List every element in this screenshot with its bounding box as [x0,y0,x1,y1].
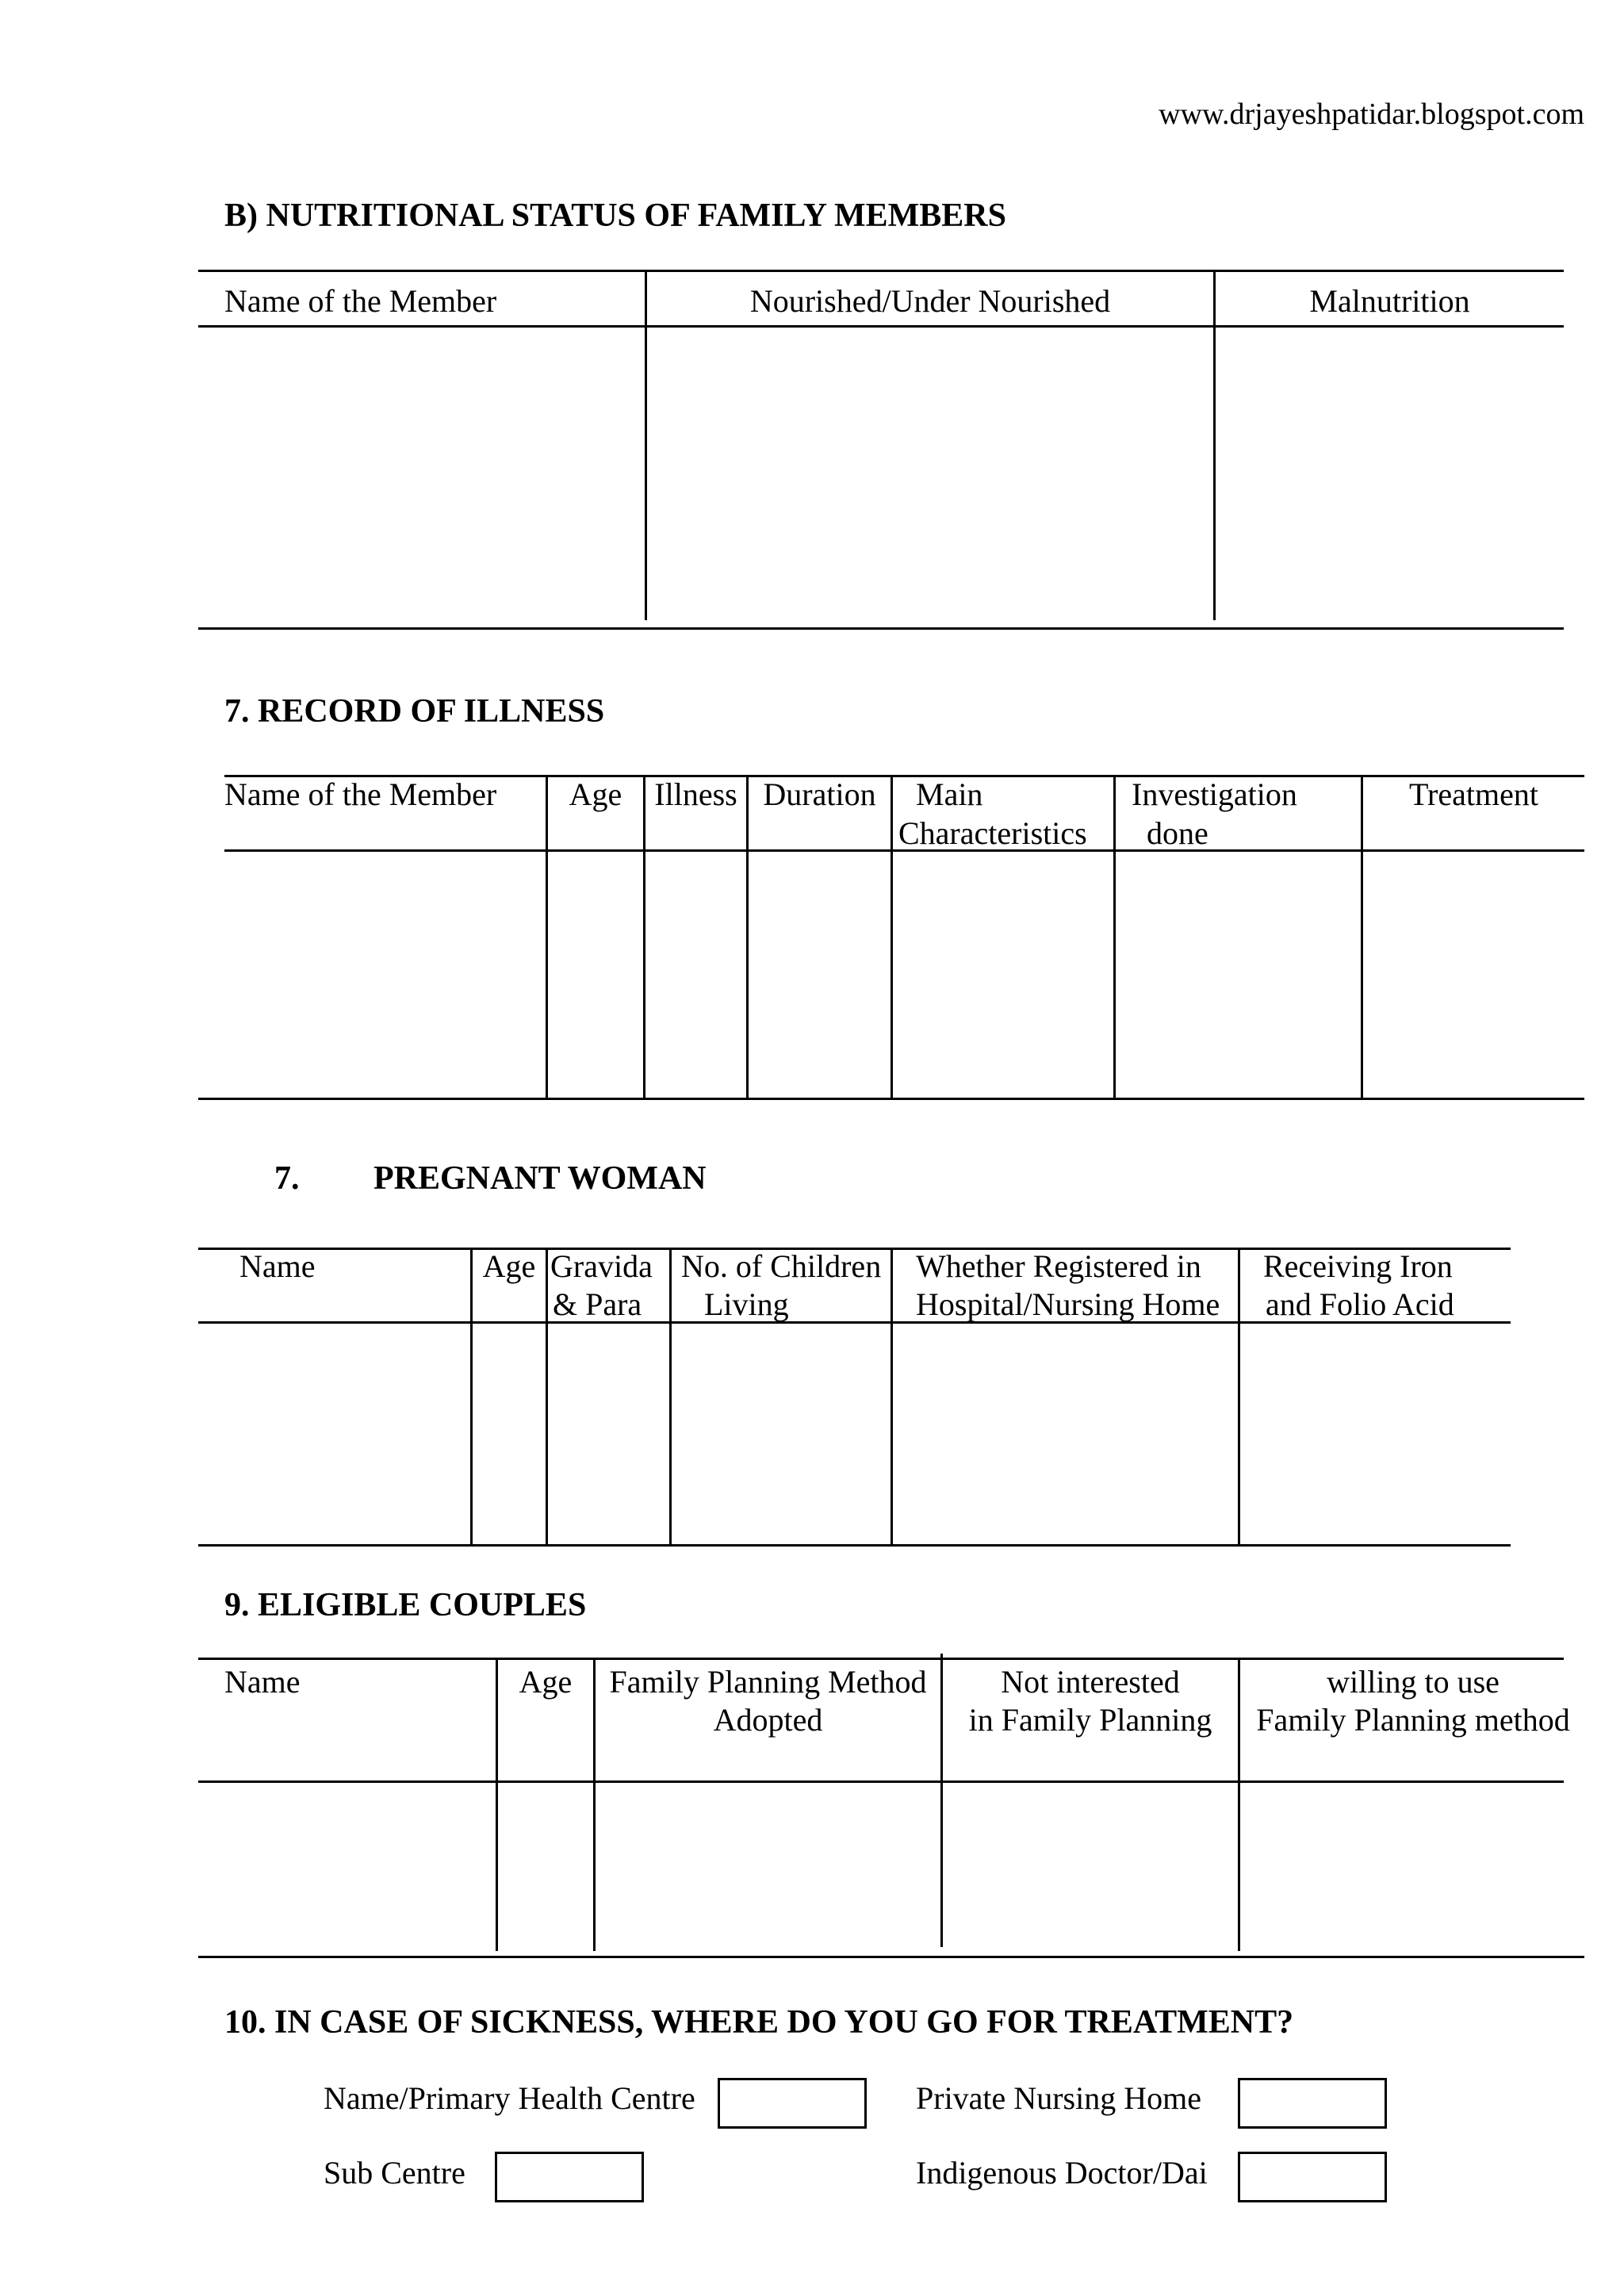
couples-section-title: 9. ELIGIBLE COUPLES [224,1587,587,1623]
couples-col-adopted: Adopted [713,1702,823,1738]
illness-table-divider [746,775,749,1098]
pregnant-col-folic: and Folio Acid [1266,1286,1454,1322]
nutrition-table-bottom-border [198,627,1564,630]
couples-col-family-planning: in Family Planning [968,1702,1212,1738]
website-url: www.drjayeshpatidar.blogspot.com [1159,98,1584,131]
illness-table-divider [891,775,893,1098]
pregnant-col-living: Living [704,1286,789,1322]
couples-table-divider [496,1658,498,1951]
illness-col-done: done [1147,815,1208,851]
nutrition-table-divider [1213,270,1216,620]
couples-col-willing: willing to use [1327,1664,1500,1700]
option-indigenous-doctor-label: Indigenous Doctor/Dai [916,2155,1208,2191]
pregnant-col-age: Age [482,1248,536,1284]
couples-table-top-border [198,1658,1564,1660]
illness-col-age: Age [569,776,622,812]
illness-col-main: Main [916,776,983,812]
illness-col-investigation: Investigation [1132,776,1297,812]
illness-table-bottom-border [198,1098,1584,1100]
option-phc-checkbox[interactable] [718,2078,867,2129]
option-sub-centre-checkbox[interactable] [495,2152,644,2202]
option-sub-centre-label: Sub Centre [324,2155,465,2191]
couples-col-planning-method: Family Planning method [1256,1702,1570,1738]
nutrition-table-header-border [198,325,1564,328]
illness-table-divider [1361,775,1363,1098]
treatment-section-title: 10. IN CASE OF SICKNESS, WHERE DO YOU GO FOR TREATMENT? [224,2004,1294,2041]
pregnant-col-iron: Receiving Iron [1263,1248,1453,1284]
couples-col-method: Family Planning Method [609,1664,927,1700]
pregnant-col-para: & Para [553,1286,642,1322]
nutrition-table-divider [645,270,647,620]
option-private-nursing-home-label: Private Nursing Home [916,2080,1201,2116]
illness-table-divider [1113,775,1116,1098]
pregnant-section-title: PREGNANT WOMAN [373,1160,707,1197]
illness-col-treatment: Treatment [1409,776,1538,812]
nutrition-col-malnutrition: Malnutrition [1309,283,1470,319]
illness-col-illness: Illness [654,776,737,812]
nutrition-section-title: B) NUTRITIONAL STATUS OF FAMILY MEMBERS [224,197,1006,234]
option-phc-label: Name/Primary Health Centre [324,2080,695,2116]
pregnant-table-divider [669,1248,672,1544]
couples-col-name: Name [224,1664,301,1700]
pregnant-col-children: No. of Children [681,1248,882,1284]
illness-col-duration: Duration [763,776,876,812]
pregnant-col-registered: Whether Registered in [916,1248,1201,1284]
pregnant-col-gravida: Gravida [550,1248,653,1284]
nutrition-col-nourished: Nourished/Under Nourished [749,283,1111,319]
pregnant-col-name: Name [239,1248,316,1284]
illness-section-title: 7. RECORD OF ILLNESS [224,693,605,730]
nutrition-table-top-border [198,270,1564,272]
pregnant-table-divider [470,1248,473,1544]
illness-table-divider [643,775,645,1098]
pregnant-table-divider [546,1248,548,1544]
option-private-nursing-home-checkbox[interactable] [1238,2078,1387,2129]
pregnant-table-divider [1238,1248,1240,1544]
couples-col-age: Age [519,1664,573,1700]
illness-table-divider [546,775,548,1098]
pregnant-col-hospital: Hospital/Nursing Home [916,1286,1220,1322]
nutrition-col-name: Name of the Member [224,283,497,319]
option-indigenous-doctor-checkbox[interactable] [1238,2152,1387,2202]
couples-table-header-border [198,1780,1564,1783]
illness-col-name: Name of the Member [224,776,497,812]
pregnant-table-divider [891,1248,893,1544]
couples-table-bottom-border [198,1956,1584,1958]
pregnant-table-bottom-border [198,1544,1511,1547]
couples-col-not-interested: Not interested [1001,1664,1180,1700]
pregnant-section-number: 7. [274,1160,300,1197]
illness-col-characteristics: Characteristics [898,815,1087,851]
